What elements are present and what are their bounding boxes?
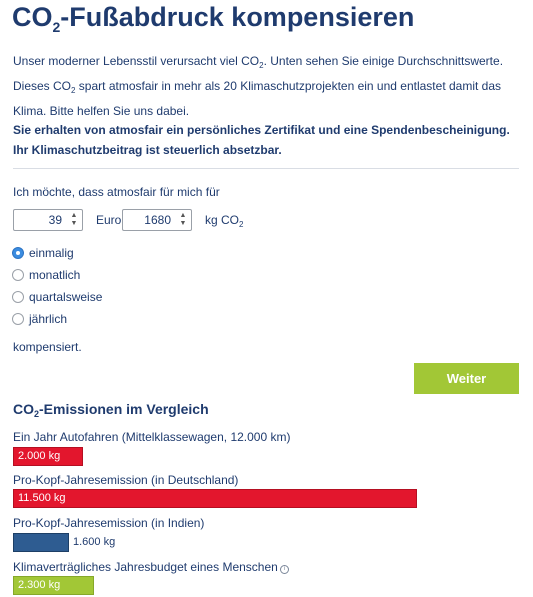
stepper-arrows-icon[interactable]: ▲ ▼ [70,212,78,227]
comparison-label-india: Pro-Kopf-Jahresemission (in Indien) [13,516,205,530]
co2-amount-value: 1680 [144,213,171,227]
stepper-arrows-icon[interactable]: ▲ ▼ [179,212,187,227]
euro-label: Euro [96,213,122,227]
bar-value-outside: 1.600 kg [73,536,116,548]
comparison-label-germany: Pro-Kopf-Jahresemission (in Deutschland) [13,473,239,487]
bar-value: 2.300 kg [18,579,61,591]
comparison-title: $CO_2$-Emissionen im Vergleich [13,401,209,419]
radio-button[interactable] [12,269,24,281]
next-button[interactable]: Weiter [414,363,519,394]
radio-button[interactable] [12,313,24,325]
bar-value: 11.500 kg [18,492,66,504]
radio-label: monatlich [29,268,81,282]
compensation-prompt: Ich möchte, dass atmosfair für mich für [13,185,220,199]
compensated-text: kompensiert. [13,340,82,354]
info-icon[interactable]: i [280,565,289,574]
euro-amount-input[interactable] [13,209,83,231]
divider [13,168,519,169]
co2-amount-input[interactable] [122,209,192,231]
comparison-label-car: Ein Jahr Autofahren (Mittelklassewagen, 12.000 km) [13,430,291,444]
radio-button[interactable] [12,291,24,303]
comparison-bar-budget [13,576,94,595]
radio-button[interactable] [12,247,24,259]
comparison-label-budget: Klimaverträgliches Jahresbudget eines Menschen i [13,560,289,574]
euro-amount-value: 39 [48,213,62,227]
co2-unit-label: kg $CO_2$ [205,213,244,229]
radio-label: quartalsweise [29,290,103,304]
page-title: $CO_2$-Fußabdruck kompensieren [12,2,415,35]
intro-text: Unser moderner Lebensstil verursacht viel $CO_2$. Unten sehen Sie einige Durchschnittswerte. Dieses $CO_2$ spart atmosfair in mehr als 20 Klimaschutzprojekten ein und entlastet damit das Klima. Bitte helfen Sie uns dabei. [13,54,504,118]
radio-label: einmalig [29,246,74,260]
comparison-bar-india [13,533,69,552]
comparison-bar-car [13,447,83,466]
radio-label: jährlich [29,312,68,326]
certificate-notice: Sie erhalten von atmosfair ein persönliches Zertifikat und eine Spendenbescheinigung. Ihr Klimaschutzbeitrag ist steuerlich absetzbar. [13,123,510,157]
comparison-bar-germany [13,489,417,508]
bar-value: 2.000 kg [18,450,61,462]
